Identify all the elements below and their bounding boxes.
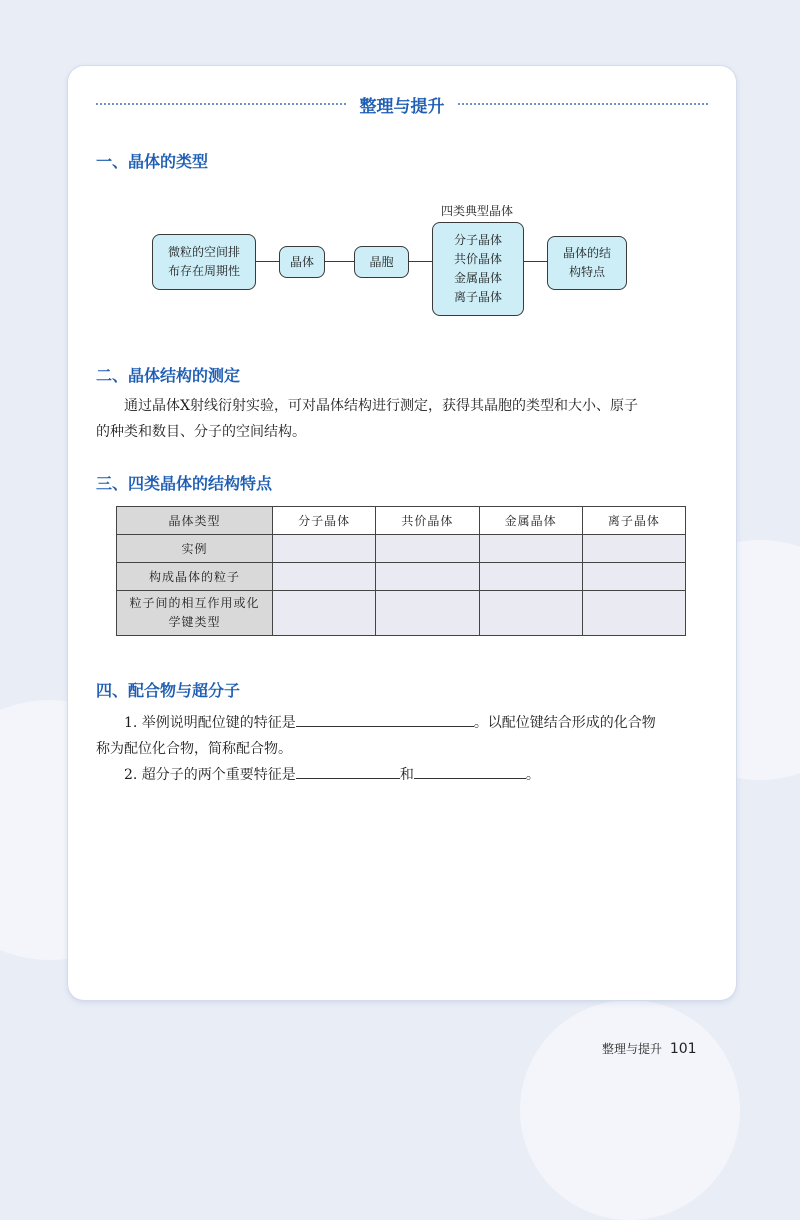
q1-suffix: 。以配位键结合形成的化合物 — [473, 715, 656, 731]
table-row-label-line2: 学键类型 — [168, 615, 221, 629]
table-header-cell: 晶体类型 — [117, 507, 273, 535]
table-row — [117, 563, 686, 591]
table-blank-cell — [479, 591, 582, 636]
box-crystal-label: 晶体 — [289, 254, 314, 269]
box-unit-cell — [354, 246, 409, 278]
table-blank-cell — [479, 563, 582, 591]
box-structure-features — [547, 236, 627, 290]
table-blank-cell — [582, 591, 685, 636]
section2-text-line1: 通过晶体X射线衍射实验，可对晶体结构进行测定，获得其晶胞的类型和大小、原子 — [124, 398, 638, 414]
box-features-line1: 晶体的结 — [562, 246, 611, 260]
q1-prefix: 1. 举例说明配位键的特征是 — [124, 715, 296, 731]
q2-mid: 和 — [399, 767, 414, 783]
page-footer — [602, 1040, 697, 1057]
q2-prefix: 2. 超分子的两个重要特征是 — [124, 767, 296, 783]
box-periodic-line1: 微粒的空间排 — [167, 245, 240, 259]
table-row — [117, 535, 686, 563]
table-blank-cell — [582, 535, 685, 563]
four-types-item: 共价晶体 — [453, 252, 502, 266]
section1-heading: 一、晶体的类型 — [96, 152, 209, 171]
connector-line — [255, 261, 279, 262]
connector-line — [408, 261, 432, 262]
box-periodic-arrangement — [152, 234, 256, 290]
table-blank-cell — [376, 535, 479, 563]
section2-text-line2: 的种类和数目、分子的空间结构。 — [96, 424, 306, 440]
q2-answer-blank-1[interactable] — [296, 762, 400, 779]
section4-heading: 四、配合物与超分子 — [96, 681, 241, 700]
section2-paragraph — [96, 393, 708, 419]
section3-heading: 三、四类晶体的结构特点 — [96, 474, 273, 493]
q2-end: 。 — [525, 767, 540, 783]
box-four-types — [432, 222, 524, 316]
title-row — [96, 90, 708, 116]
page-title: 整理与提升 — [359, 97, 445, 117]
content-card — [68, 66, 736, 1000]
question-1 — [124, 710, 714, 736]
table-header-cell: 离子晶体 — [582, 507, 685, 535]
section2-heading: 二、晶体结构的测定 — [96, 366, 241, 385]
table-header-row — [117, 507, 686, 535]
table-blank-cell — [273, 535, 376, 563]
page-number: 101 — [669, 1041, 697, 1057]
connector-line — [523, 261, 547, 262]
table-blank-cell — [376, 563, 479, 591]
table-row-label: 实例 — [117, 535, 273, 563]
table-row-label-line1: 粒子间的相互作用或化 — [129, 596, 260, 610]
table-blank-cell — [376, 591, 479, 636]
table-row-label — [117, 591, 273, 636]
table-header-cell: 金属晶体 — [479, 507, 582, 535]
connector-line — [324, 261, 354, 262]
table-blank-cell — [273, 591, 376, 636]
question-2 — [124, 762, 714, 788]
question-1-cont — [96, 736, 708, 762]
table-row-label: 构成晶体的粒子 — [117, 563, 273, 591]
crystal-comparison-table — [116, 506, 686, 636]
q1-line2: 称为配位化合物，简称配合物。 — [96, 741, 292, 757]
four-types-label: 四类典型晶体 — [440, 204, 513, 218]
section2-paragraph-cont — [96, 419, 708, 445]
table-blank-cell — [479, 535, 582, 563]
box-features-line2: 构特点 — [568, 265, 605, 279]
table-header-cell: 分子晶体 — [273, 507, 376, 535]
four-types-item: 金属晶体 — [453, 271, 502, 285]
box-periodic-line2: 布存在周期性 — [167, 264, 240, 278]
background-shape — [520, 1000, 740, 1220]
footer-section-name: 整理与提升 — [602, 1042, 663, 1056]
table-header-cell: 共价晶体 — [376, 507, 479, 535]
table-row — [117, 591, 686, 636]
q2-answer-blank-2[interactable] — [414, 762, 526, 779]
box-crystal — [279, 246, 325, 278]
four-types-item: 分子晶体 — [453, 233, 502, 247]
table-blank-cell — [582, 563, 685, 591]
q1-answer-blank[interactable] — [296, 710, 474, 727]
table-blank-cell — [273, 563, 376, 591]
four-types-item: 离子晶体 — [453, 290, 502, 304]
box-unit-cell-label: 晶胞 — [369, 254, 394, 269]
